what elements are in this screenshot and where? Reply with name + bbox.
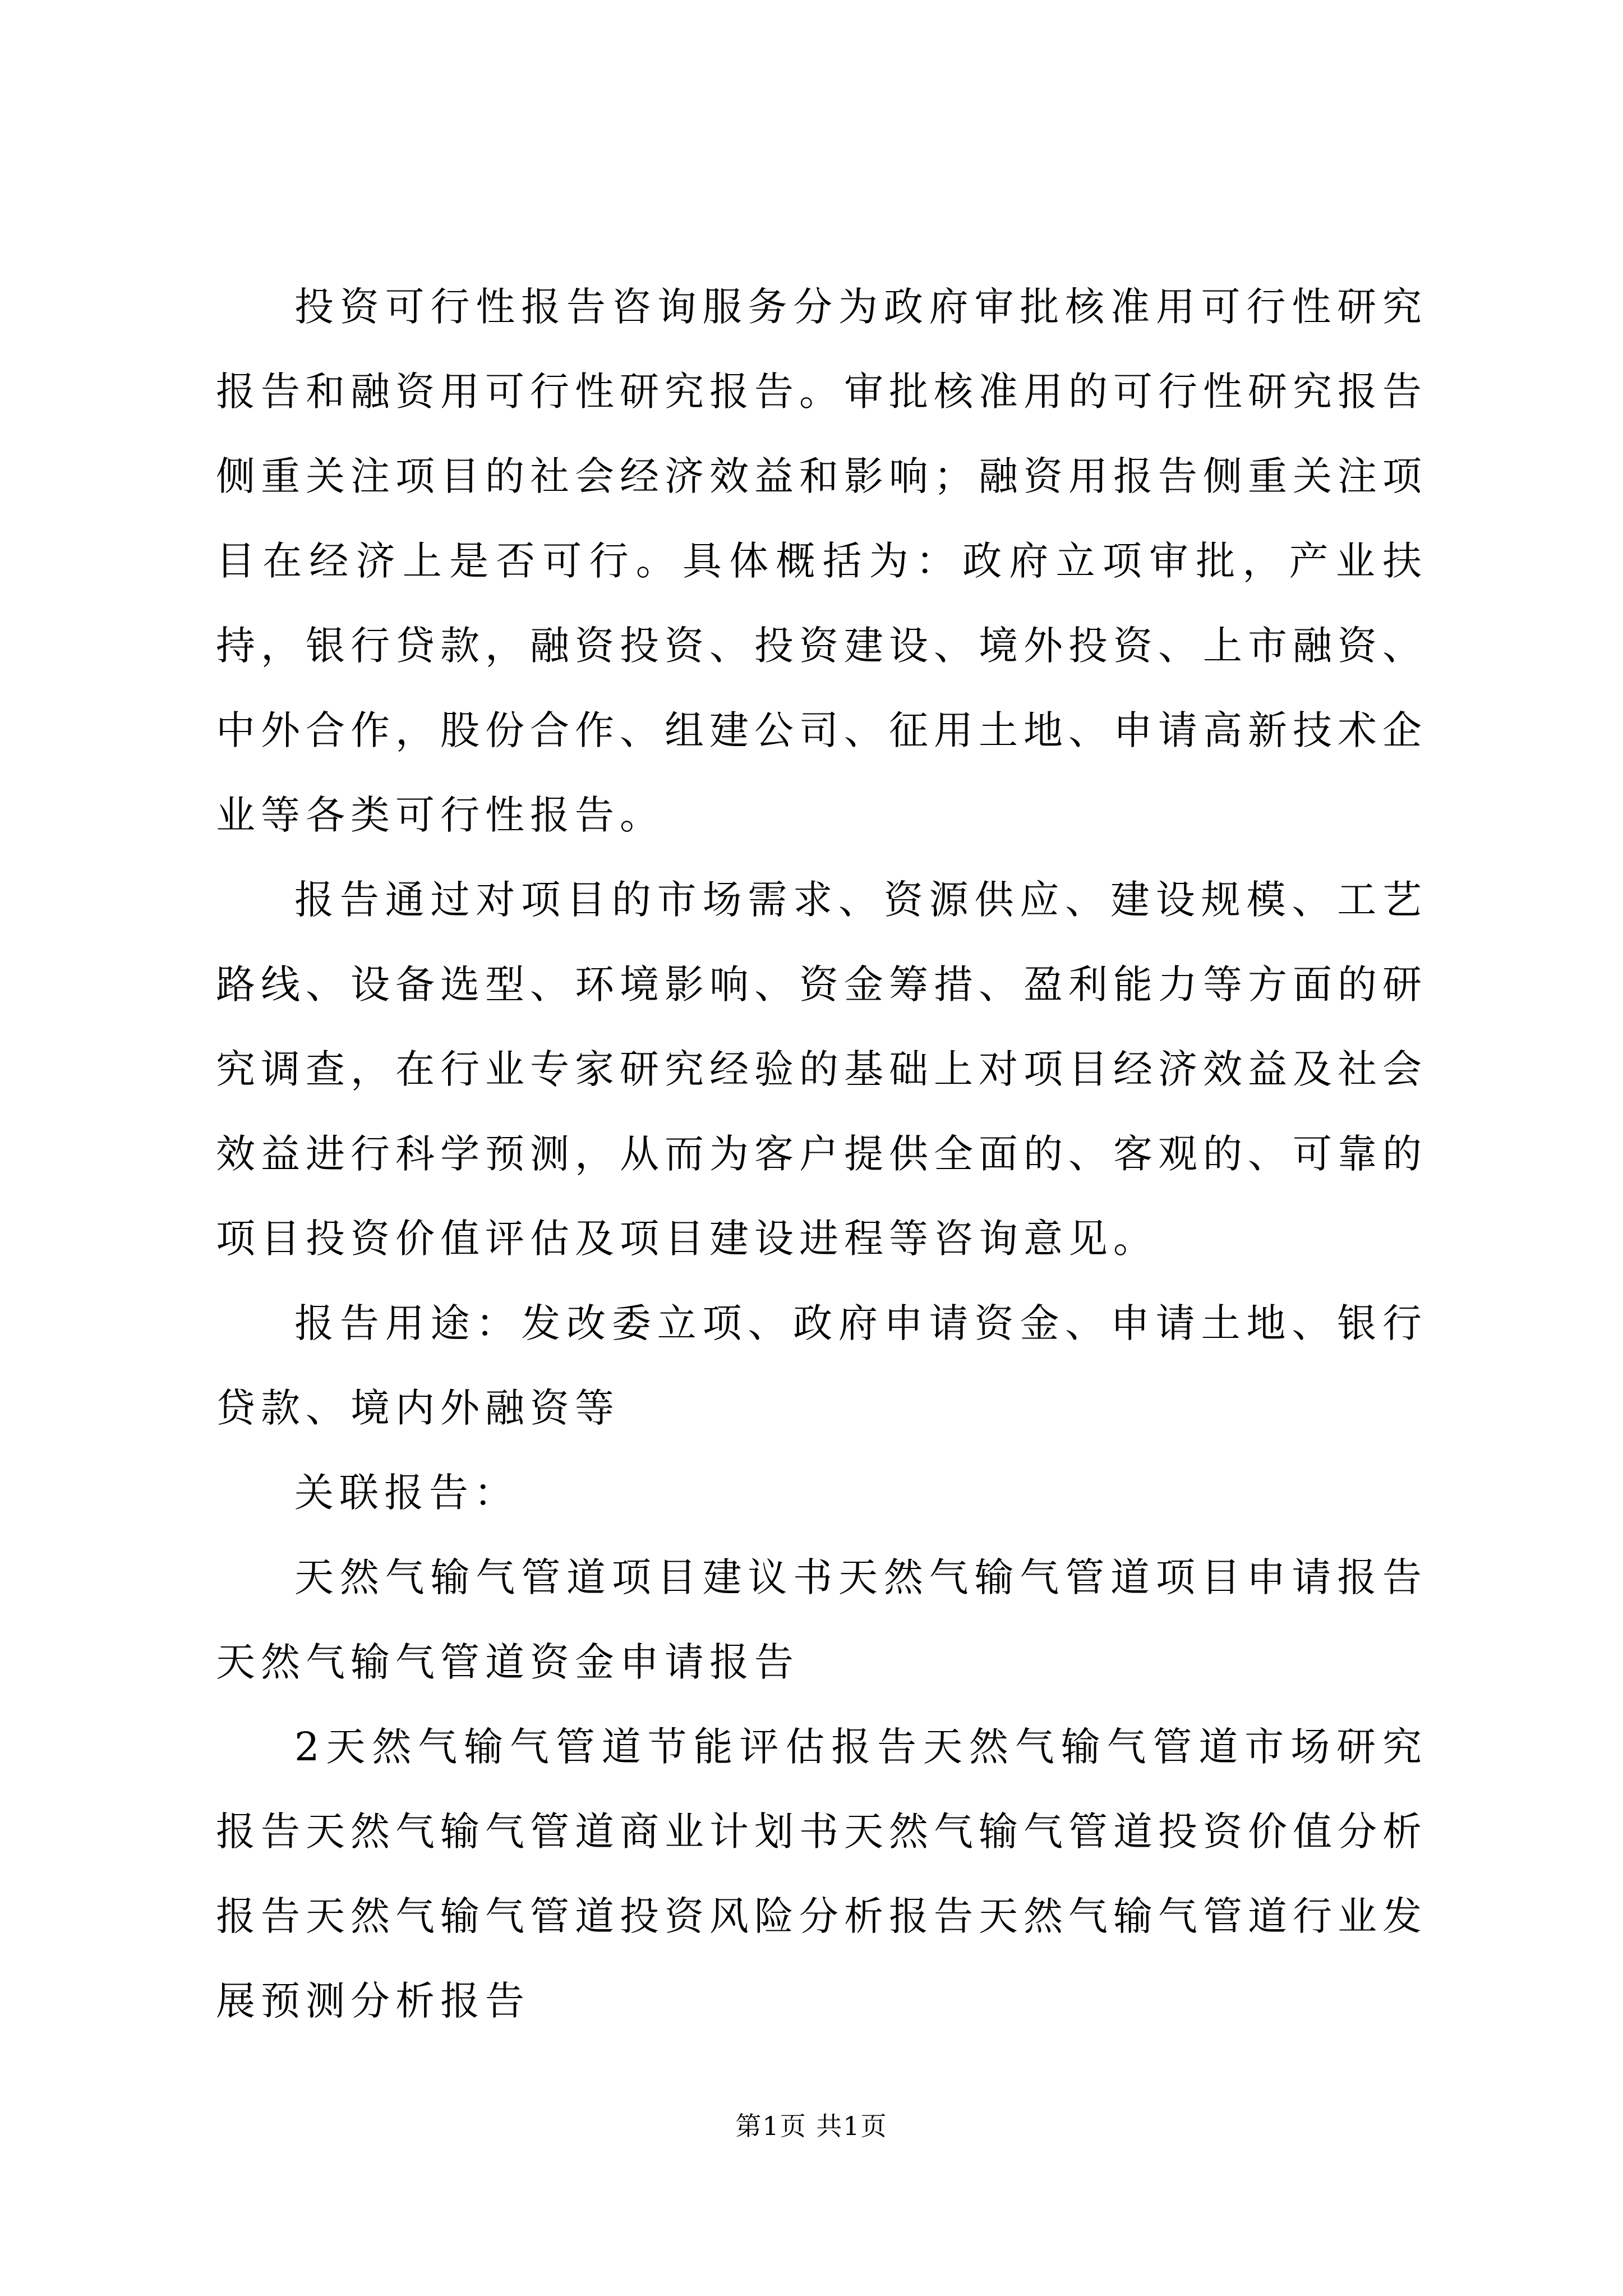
paragraph-related-list-2: 2天然气输气管道节能评估报告天然气输气管道市场研究报告天然气输气管道商业计划书天然气输气管道投资价值分析报告天然气输气管道投资风险分析报告天然气输气管道行业发展预测分析报告 — [216, 1724, 1427, 2024]
paragraph-service-overview: 投资可行性报告咨询服务分为政府审批核准用可行性研究报告和融资用可行性研究报告。审批核准用的可行性研究报告侧重关注项目的社会经济效益和影响；融资用报告侧重关注项目在经济上是否可行。具体概括为：政府立项审批，产业扶持，银行贷款，融资投资、投资建设、境外投资、上市融资、中外合作，股份合作、组建公司、征用土地、申请高新技术企业等各类可行性报告。 — [216, 284, 1427, 838]
page-footer: 第1页 共1页 — [735, 2111, 888, 2141]
document-body — [216, 265, 1427, 2044]
paragraph-report-method: 报告通过对项目的市场需求、资源供应、建设规模、工艺路线、设备选型、环境影响、资金筹措、盈利能力等方面的研究调查，在行业专家研究经验的基础上对项目经济效益及社会效益进行科学预测，从而为客户提供全面的、客观的、可靠的项目投资价值评估及项目建设进程等咨询意见。 — [216, 877, 1427, 1262]
paragraph-report-usage: 报告用途：发改委立项、政府申请资金、申请土地、银行贷款、境内外融资等 — [216, 1300, 1427, 1431]
paragraph-related-heading: 关联报告： — [294, 1470, 519, 1516]
paragraph-related-list-1: 天然气输气管道项目建议书天然气输气管道项目申请报告天然气输气管道资金申请报告 — [216, 1554, 1427, 1685]
